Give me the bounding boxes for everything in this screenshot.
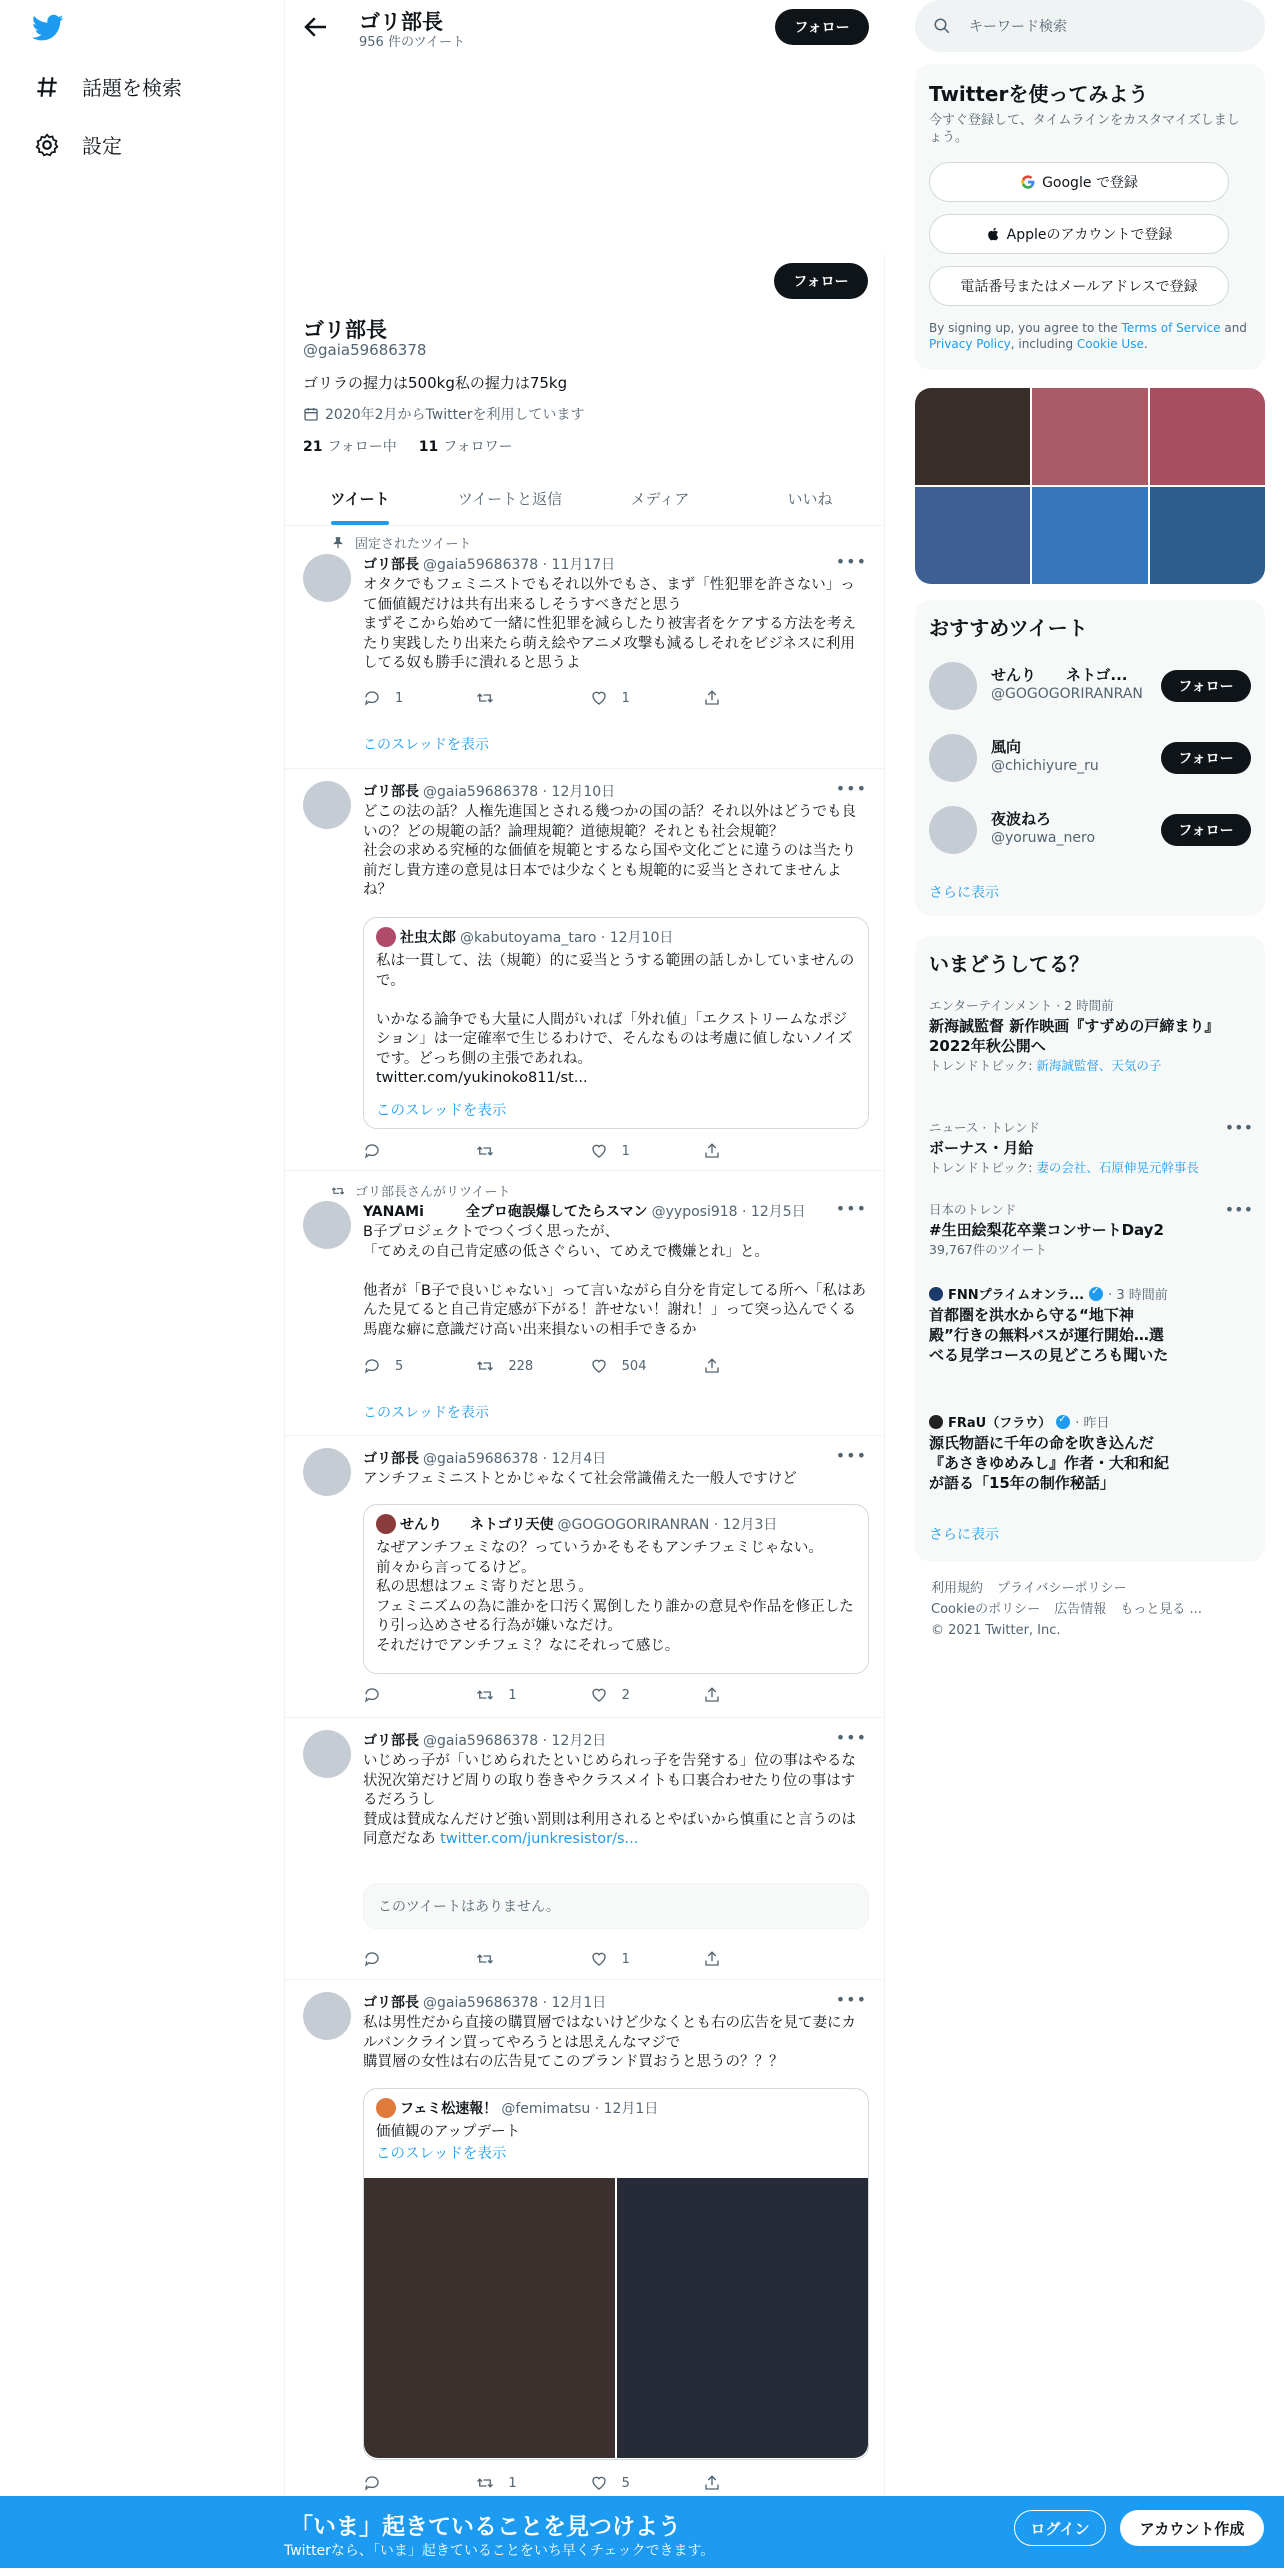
followers-link[interactable] bbox=[419, 436, 513, 456]
more-icon[interactable]: ••• bbox=[835, 1990, 867, 2009]
show-thread-link[interactable]: このスレッドを表示 bbox=[363, 1405, 489, 1421]
following-count: 21 bbox=[303, 439, 323, 455]
nav-explore[interactable] bbox=[34, 72, 182, 101]
tweet-author[interactable]: ゴリ部長 bbox=[363, 784, 419, 800]
news-time: · 3 時間前 bbox=[1108, 1288, 1168, 1303]
followers-label: フォロワー bbox=[443, 439, 513, 455]
recommended-user-name: 夜波ねろ bbox=[991, 810, 1052, 828]
recommended-user-handle: @GOGOGORIRANRAN bbox=[991, 686, 1143, 702]
avatar[interactable] bbox=[303, 781, 351, 829]
reply-icon bbox=[363, 1357, 381, 1375]
google-signup-label: Google で登録 bbox=[1042, 175, 1138, 191]
pinned-context bbox=[331, 533, 471, 552]
trend-category: エンターテインメント · 2 時間前 bbox=[929, 998, 1114, 1013]
create-account-button[interactable]: アカウント作成 bbox=[1120, 2510, 1264, 2546]
reply-icon bbox=[363, 1142, 381, 1160]
calendar-icon bbox=[303, 406, 319, 422]
avatar[interactable] bbox=[929, 734, 977, 782]
recommended-user-name: 風向 bbox=[991, 738, 1022, 756]
like-button[interactable] bbox=[590, 1142, 680, 1160]
reply-count: 1 bbox=[395, 690, 404, 706]
reply-icon bbox=[363, 689, 381, 707]
reply-button[interactable] bbox=[363, 1357, 453, 1375]
gear-icon bbox=[34, 132, 60, 158]
trend-item[interactable] bbox=[929, 1200, 1219, 1258]
recommended-user[interactable] bbox=[929, 656, 1251, 716]
nav-settings-label: 設定 bbox=[82, 134, 122, 158]
tweet-meta: @gaia59686378 · 12月4日 bbox=[423, 1451, 607, 1467]
share-button[interactable] bbox=[703, 1950, 793, 1968]
header-tweet-count: 956 件のツイート bbox=[359, 35, 466, 50]
news-item[interactable] bbox=[929, 1412, 1169, 1493]
retweet-count: 1 bbox=[508, 1687, 517, 1703]
recommended-follow-button[interactable]: フォロー bbox=[1161, 742, 1251, 774]
heart-icon bbox=[590, 1686, 608, 1704]
google-icon bbox=[1020, 174, 1036, 190]
news-source-avatar bbox=[929, 1415, 943, 1429]
quote-meta: @femimatsu · 12月1日 bbox=[501, 2101, 659, 2117]
left-nav bbox=[0, 0, 284, 2568]
tab-tweets[interactable]: ツイート bbox=[285, 474, 435, 525]
footer-link[interactable]: プライバシーポリシー bbox=[997, 1581, 1127, 1596]
quoted-tweet[interactable] bbox=[363, 917, 869, 1129]
heart-icon bbox=[590, 2474, 608, 2492]
like-count: 1 bbox=[621, 1143, 630, 1159]
tweet[interactable] bbox=[285, 769, 885, 1171]
quote-author: 社虫太郎 bbox=[400, 930, 456, 946]
retweet-icon bbox=[476, 2474, 494, 2492]
more-icon[interactable]: ••• bbox=[1224, 1118, 1253, 1137]
share-button[interactable] bbox=[703, 1142, 793, 1160]
footer-link[interactable]: もっと見る ... bbox=[1120, 1602, 1202, 1617]
like-button[interactable] bbox=[590, 689, 680, 707]
like-count: 1 bbox=[621, 690, 630, 706]
media-grid bbox=[915, 388, 1265, 584]
footer-link[interactable]: 利用規約 bbox=[931, 1581, 984, 1596]
avatar[interactable] bbox=[303, 1730, 351, 1778]
avatar[interactable] bbox=[303, 554, 351, 602]
quote-image-left[interactable] bbox=[364, 2178, 615, 2458]
profile-follow-button[interactable]: フォロー bbox=[774, 263, 868, 299]
profile-header-bar bbox=[285, 0, 885, 54]
retweet-button[interactable] bbox=[476, 1357, 566, 1375]
tweet-meta: @gaia59686378 · 12月2日 bbox=[423, 1733, 607, 1749]
retweet-button[interactable] bbox=[476, 2474, 566, 2492]
bottom-signup-bar bbox=[0, 2496, 1284, 2568]
reply-button[interactable] bbox=[363, 1686, 453, 1704]
terms-of-service-link[interactable]: Terms of Service bbox=[1121, 321, 1221, 335]
recommended-user-handle: @yoruwa_nero bbox=[991, 830, 1096, 846]
avatar[interactable] bbox=[929, 806, 977, 854]
reply-button[interactable] bbox=[363, 2474, 453, 2492]
trend-item[interactable] bbox=[929, 996, 1219, 1074]
header-name: ゴリ部長 bbox=[359, 10, 443, 34]
quote-header bbox=[376, 1514, 777, 1534]
heart-icon bbox=[590, 1357, 608, 1375]
reply-count: 5 bbox=[395, 1358, 404, 1374]
heart-icon bbox=[590, 689, 608, 707]
news-time: · 昨日 bbox=[1075, 1416, 1110, 1431]
tweet-header bbox=[363, 1992, 869, 2012]
share-icon bbox=[703, 1142, 721, 1160]
terms-text: and bbox=[1220, 321, 1247, 335]
news-source-name: FRaU（フラウ） bbox=[948, 1416, 1052, 1431]
tweet-actions bbox=[363, 1357, 793, 1375]
apple-signup-button[interactable] bbox=[929, 214, 1229, 254]
bottom-bar-title: 「いま」起きていることを見つけよう bbox=[290, 2514, 681, 2540]
profile-handle: @gaia59686378 bbox=[303, 341, 427, 359]
like-count: 504 bbox=[621, 1358, 647, 1374]
retweet-icon bbox=[331, 1184, 345, 1198]
footer-links bbox=[931, 1578, 1231, 1641]
terms-text: , including bbox=[1010, 337, 1077, 351]
tweet-text: アンチフェミニストとかじゃなくて社会常識備えた一般人ですけど bbox=[363, 1471, 797, 1487]
retweet-button[interactable] bbox=[476, 1686, 566, 1704]
tweet-author[interactable]: ゴリ部長 bbox=[363, 557, 419, 573]
retweet-icon bbox=[476, 1686, 494, 1704]
tweet-header bbox=[363, 554, 869, 574]
like-count: 5 bbox=[621, 2475, 630, 2491]
profile-banner bbox=[285, 54, 885, 254]
recommended-follow-button[interactable]: フォロー bbox=[1161, 814, 1251, 846]
retweet-context-label: ゴリ部長さんがリツイート bbox=[355, 1185, 511, 1200]
tweet-meta: @gaia59686378 · 12月1日 bbox=[423, 1995, 607, 2011]
avatar[interactable] bbox=[303, 1992, 351, 2040]
pinned-label: 固定されたツイート bbox=[355, 537, 472, 552]
back-arrow-icon[interactable] bbox=[301, 12, 331, 42]
search-box[interactable] bbox=[915, 0, 1265, 52]
profile-stats bbox=[303, 436, 513, 456]
news-title: 首都圏を洪水から守る“地下神殿”行きの無料バスが運行開始…選べる見学コースの見どころも聞いた bbox=[929, 1306, 1169, 1364]
reply-icon bbox=[363, 2474, 381, 2492]
recommended-title: おすすめツイート bbox=[929, 616, 1088, 640]
nav-settings[interactable] bbox=[34, 130, 122, 159]
recommended-user-name: せんり ネトゴ... bbox=[991, 666, 1128, 684]
news-title: 源氏物語に千年の命を吹き込んだ『あさきゆめみし』作者・大和和紀が語る「15年の制作秘話」 bbox=[929, 1434, 1170, 1492]
tab-likes[interactable]: いいね bbox=[787, 490, 833, 508]
tweet-actions bbox=[363, 1950, 793, 1968]
more-icon[interactable]: ••• bbox=[1224, 1200, 1253, 1219]
heart-icon bbox=[590, 1142, 608, 1160]
unavailable-tweet-notice: このツイートはありません。 bbox=[363, 1883, 869, 1929]
verified-icon bbox=[1056, 1415, 1070, 1429]
more-icon[interactable]: ••• bbox=[835, 1728, 867, 1747]
twitter-logo-icon[interactable] bbox=[32, 14, 64, 42]
tweet-text: どこの法の話？人権先進国とされる幾つかの国の話？それ以外はどうでも良いの？どの規範の話？論理規範？道徳規範？それとも社会規範？ 社会の求める究極的な価値を規範とするなら国や文化ごとに違うのは当たり前だし貴方達の意見は日本では少なくとも規範的に妥当とされてませんよね？ bbox=[363, 804, 856, 898]
header-follow-button[interactable]: フォロー bbox=[775, 9, 869, 45]
signup-terms bbox=[929, 320, 1251, 352]
following-link[interactable] bbox=[303, 436, 397, 456]
quote-header bbox=[376, 2098, 658, 2118]
tweet-text: B子プロジェクトでつくづく思ったが、 「てめえの自己肯定感の低さぐらい、てめえで機嫌とれ」と。 他者が「B子で良いじゃない」って言いながら自分を肯定してる所へ「私はあんた見てると自己肯定感が下がる！許せない！謝れ！」って突っ込んでくる馬鹿な癖に意識だけ高い出来損ないの相手できるか bbox=[363, 1224, 866, 1338]
search-input[interactable]: キーワード検索 bbox=[969, 19, 1067, 35]
tab-tweets-and-replies[interactable]: ツイートと返信 bbox=[457, 490, 563, 508]
tweet-actions bbox=[363, 2474, 793, 2492]
trend-category: ニュース · トレンド bbox=[929, 1120, 1040, 1135]
quote-show-thread-link[interactable]: このスレッドを表示 bbox=[376, 1103, 507, 1119]
media-thumb[interactable] bbox=[1150, 388, 1265, 485]
cookie-use-link[interactable]: Cookie Use bbox=[1076, 337, 1144, 351]
retweet-icon bbox=[476, 1357, 494, 1375]
tweet-meta: @gaia59686378 · 12月10日 bbox=[423, 784, 616, 800]
profile-tabs bbox=[285, 474, 885, 526]
trends-show-more-link[interactable]: さらに表示 bbox=[929, 1527, 999, 1543]
quote-header bbox=[376, 927, 673, 947]
tab-media[interactable]: メディア bbox=[630, 490, 690, 508]
trend-topic-links[interactable]: 妻の会社、石原伸晃元幹事長 bbox=[1036, 1160, 1199, 1175]
trend-topic-label: トレンドトピック: bbox=[929, 1160, 1037, 1175]
tweet[interactable] bbox=[285, 526, 885, 769]
copyright: © 2021 Twitter, Inc. bbox=[931, 1623, 1061, 1638]
google-signup-button[interactable] bbox=[929, 162, 1229, 202]
quote-author: せんり ネトゴリ天使 bbox=[400, 1517, 554, 1533]
trend-item[interactable] bbox=[929, 1118, 1219, 1176]
trend-tweet-count: 39,767件のツイート bbox=[929, 1242, 1047, 1257]
reply-button[interactable] bbox=[363, 1142, 453, 1160]
reply-button[interactable] bbox=[363, 689, 453, 707]
avatar[interactable] bbox=[303, 1448, 351, 1496]
signup-card bbox=[915, 64, 1265, 370]
tweet-header bbox=[363, 1448, 869, 1468]
tweet[interactable] bbox=[285, 1980, 885, 2496]
retweet-count: 228 bbox=[508, 1358, 534, 1374]
like-button[interactable] bbox=[590, 1686, 680, 1704]
quote-meta: @kabutoyama_taro · 12月10日 bbox=[460, 930, 674, 946]
tweet-link[interactable]: twitter.com/junkresistor/s... bbox=[440, 1831, 639, 1847]
privacy-policy-link[interactable]: Privacy Policy bbox=[929, 337, 1011, 351]
quote-show-thread-link[interactable]: このスレッドを表示 bbox=[376, 2146, 507, 2162]
reply-icon bbox=[363, 1950, 381, 1968]
reply-icon bbox=[363, 1686, 381, 1704]
quote-avatar bbox=[376, 927, 396, 947]
news-source-avatar bbox=[929, 1287, 943, 1301]
like-button[interactable] bbox=[590, 2474, 680, 2492]
more-icon[interactable]: ••• bbox=[835, 779, 867, 798]
profile-joined bbox=[303, 404, 584, 424]
quote-text: なぜアンチフェミなの？っていうかそもそもアンチフェミじゃない。 前々から言ってるけど。 私の思想はフェミ寄りだと思う。 フェミニズムの為に誰かを口汚く罵倒したり誰かの意見や作品を修正したり引っ込めさせる行為が嫌いなだけ。 それだけでアンチフェミ？なにそれって感じ。 bbox=[376, 1540, 854, 1654]
media-thumb[interactable] bbox=[915, 388, 1030, 485]
tweet-text-body: いじめっ子が「いじめられたといじめられっ子を告発する」位の事はやるな 状況次第だけど周りの取り巻きやクラスメイトも口裏合わせたり位の事はするだろうし 賛成は賛成なんだけど強い罰則は利用されるとやばいから慎重にと言うのは同意だなあ bbox=[363, 1753, 856, 1847]
verified-icon bbox=[1089, 1287, 1103, 1301]
like-count: 1 bbox=[621, 1951, 630, 1967]
profile-joined-text: 2020年2月からTwitterを利用しています bbox=[325, 407, 585, 423]
retweet-count: 1 bbox=[508, 2475, 517, 2491]
terms-text: By signing up, you agree to the bbox=[929, 321, 1122, 335]
trend-title: #生田絵梨花卒業コンサートDay2 bbox=[929, 1221, 1164, 1239]
profile-name: ゴリ部長 bbox=[303, 318, 387, 342]
trend-topics bbox=[929, 1160, 1219, 1176]
share-button[interactable] bbox=[703, 1357, 793, 1375]
avatar[interactable] bbox=[303, 1201, 351, 1249]
news-source-name: FNNプライムオンラ... bbox=[948, 1288, 1085, 1303]
like-count: 2 bbox=[621, 1687, 630, 1703]
heart-icon bbox=[590, 1950, 608, 1968]
media-thumb[interactable] bbox=[915, 487, 1030, 584]
share-icon bbox=[703, 1686, 721, 1704]
retweet-button[interactable] bbox=[476, 1950, 566, 1968]
apple-icon bbox=[986, 226, 1001, 242]
media-thumb[interactable] bbox=[1150, 487, 1265, 584]
trend-title: ボーナス・月給 bbox=[929, 1139, 1034, 1157]
tweet-header bbox=[363, 1201, 869, 1221]
show-thread-link[interactable]: このスレッドを表示 bbox=[363, 737, 489, 753]
recommended-user[interactable] bbox=[929, 800, 1251, 860]
avatar[interactable] bbox=[929, 662, 977, 710]
quoted-tweet[interactable] bbox=[363, 1504, 869, 1674]
tweet-text: 私は男性だから直接の購買層ではないけど少なくとも右の広告を見て妻にカルバンクライン買ってやろうとは思えんなマジで 購買層の女性は右の広告見てこのブランド買おうと思うの？？？ bbox=[363, 2015, 856, 2070]
search-icon bbox=[933, 17, 951, 35]
share-icon bbox=[703, 2474, 721, 2492]
tweet-meta: @gaia59686378 · 11月17日 bbox=[423, 557, 616, 573]
following-label: フォロー中 bbox=[327, 439, 397, 455]
apple-signup-label: Appleのアカウントで登録 bbox=[1006, 227, 1173, 243]
recommended-user-handle: @chichiyure_ru bbox=[991, 758, 1099, 774]
tweet-header bbox=[363, 1730, 869, 1750]
tweet[interactable] bbox=[285, 1171, 885, 1436]
reply-button[interactable] bbox=[363, 1950, 453, 1968]
tweet-meta: @yyposi918 · 12月5日 bbox=[651, 1204, 806, 1220]
news-item[interactable] bbox=[929, 1284, 1169, 1365]
phone-email-signup-label: 電話番号またはメールアドレスで登録 bbox=[960, 279, 1198, 295]
signup-title: Twitterを使ってみよう bbox=[929, 82, 1149, 106]
like-button[interactable] bbox=[590, 1950, 680, 1968]
recommended-follow-button[interactable]: フォロー bbox=[1161, 670, 1251, 702]
recommended-user[interactable] bbox=[929, 728, 1251, 788]
quote-avatar bbox=[376, 1514, 396, 1534]
tweet-actions bbox=[363, 689, 793, 707]
retweet-icon bbox=[476, 689, 494, 707]
retweet-icon bbox=[476, 1142, 494, 1160]
more-icon[interactable]: ••• bbox=[835, 1446, 867, 1465]
tweet[interactable] bbox=[285, 1718, 885, 1980]
tweet[interactable] bbox=[285, 1436, 885, 1718]
nav-explore-label: 話題を検索 bbox=[82, 76, 182, 100]
media-thumb[interactable] bbox=[1032, 388, 1147, 485]
more-icon[interactable]: ••• bbox=[835, 552, 867, 571]
tweet-text: オタクでもフェミニストでもそれ以外でもさ、まず「性犯罪を許さない」って価値観だけは共有出来るしそうすべきだと思う まずそこから始めて一緒に性犯罪を減らしたり被害者をケアする方法を考えたり実践したり出来たら萌え絵やアニメ攻撃も減るしそれをビジネスに利用してる奴も勝手に潰れると思うよ bbox=[363, 577, 856, 671]
news-source bbox=[929, 1284, 1169, 1303]
trend-topic-links[interactable]: 新海誠監督、天気の子 bbox=[1036, 1058, 1162, 1073]
tweet-author[interactable]: ゴリ部長 bbox=[363, 1451, 419, 1467]
more-icon[interactable]: ••• bbox=[835, 1199, 867, 1218]
share-button[interactable] bbox=[703, 689, 793, 707]
terms-text: . bbox=[1143, 337, 1148, 351]
trend-category: 日本のトレンド bbox=[929, 1202, 1017, 1217]
retweet-button[interactable] bbox=[476, 689, 566, 707]
profile-bio: ゴリラの握力は500kg私の握力は75kg bbox=[303, 374, 568, 392]
tweet-text bbox=[363, 1752, 869, 1850]
share-icon bbox=[703, 1950, 721, 1968]
retweet-context bbox=[331, 1181, 510, 1200]
trends-title: いまどうしてる？ bbox=[929, 952, 1089, 976]
tweet-actions bbox=[363, 1142, 793, 1160]
quote-text: 私は一貫して、法（規範）的に妥当とうする範囲の話しかしていませんので。 いかなる論争でも大量に人間がいれば「外れ値」「エクストリームなポジション」は一定確率で生じるわけで、そんなものは考慮に値しないノイズです。どっち側の主張であれね。 twitter.com/yukinoko811/st... bbox=[376, 953, 855, 1086]
trend-topics bbox=[929, 1058, 1219, 1074]
tweet-header bbox=[363, 781, 869, 801]
hashtag-icon bbox=[34, 74, 60, 100]
quote-author: フェミ松速報！ bbox=[400, 2101, 498, 2117]
quote-text: 価値観のアップデート bbox=[376, 2124, 520, 2140]
share-button[interactable] bbox=[703, 1686, 793, 1704]
phone-email-signup-button[interactable] bbox=[929, 266, 1229, 306]
bottom-bar-subtitle: Twitterなら、「いま」起きていることをいち早くチェックできます。 bbox=[284, 2543, 715, 2559]
like-button[interactable] bbox=[590, 1357, 680, 1375]
trend-title: 新海誠監督 新作映画『すずめの戸締まり』2022年秋公開へ bbox=[929, 1017, 1212, 1055]
tweet-author[interactable]: ゴリ部長 bbox=[363, 1995, 419, 2011]
tweet-actions bbox=[363, 1686, 793, 1704]
followers-count: 11 bbox=[418, 439, 439, 455]
retweet-button[interactable] bbox=[476, 1142, 566, 1160]
footer-link[interactable]: Cookieのポリシー bbox=[931, 1602, 1041, 1617]
news-source bbox=[929, 1412, 1169, 1431]
recommended-card bbox=[915, 600, 1265, 916]
login-button[interactable]: ログイン bbox=[1014, 2510, 1106, 2546]
trend-topic-label: トレンドトピック: bbox=[929, 1058, 1037, 1073]
quote-meta: @GOGOGORIRANRAN · 12月3日 bbox=[557, 1517, 778, 1533]
share-icon bbox=[703, 1357, 721, 1375]
pin-icon bbox=[331, 536, 345, 550]
share-icon bbox=[703, 689, 721, 707]
retweet-icon bbox=[476, 1950, 494, 1968]
footer-link[interactable]: 広告情報 bbox=[1054, 1602, 1107, 1617]
quote-media[interactable] bbox=[364, 2178, 868, 2458]
main-column bbox=[284, 0, 885, 2568]
tweet-author[interactable]: YANAMi 全プロ砲誤爆してたらスマン bbox=[363, 1204, 648, 1220]
quote-avatar bbox=[376, 2098, 396, 2118]
share-button[interactable] bbox=[703, 2474, 793, 2492]
media-thumb[interactable] bbox=[1032, 487, 1147, 584]
quote-image-right[interactable] bbox=[617, 2178, 868, 2458]
recommended-show-more-link[interactable]: さらに表示 bbox=[929, 885, 999, 901]
signup-subtitle: 今すぐ登録して、タイムラインをカスタマイズしましょう。 bbox=[929, 113, 1240, 145]
tweet-author[interactable]: ゴリ部長 bbox=[363, 1733, 419, 1749]
trends-card bbox=[915, 936, 1265, 1562]
